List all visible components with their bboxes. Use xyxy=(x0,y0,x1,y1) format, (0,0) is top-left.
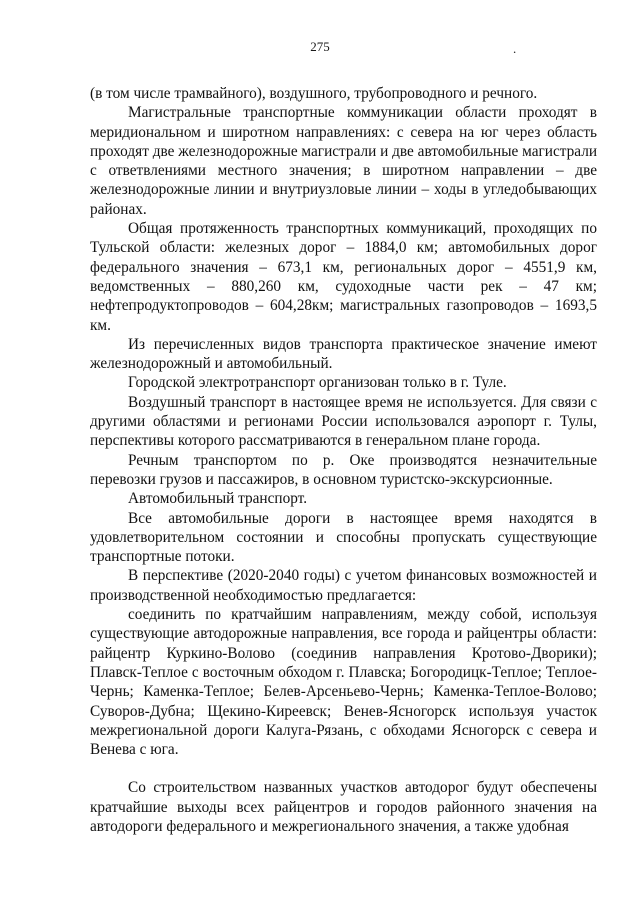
paragraph-perspective: В перспективе (2020-2040 годы) с учетом финансовых возможностей и производственной необходимостью предлагается: xyxy=(90,567,597,604)
paragraph-road-transport-heading: Автомобильный транспорт. xyxy=(128,490,308,508)
page-body xyxy=(90,84,597,836)
corner-mark: . xyxy=(513,41,517,56)
paragraph-continuation: (в том числе трамвайного), воздушного, трубопроводного и речного. xyxy=(90,85,538,102)
paragraph-practical-transport: Из перечисленных видов транспорта практическое значение имеют железнодорожный и автомобильный. xyxy=(90,335,597,373)
page-number: 275 xyxy=(310,39,330,54)
paragraph-connections-list: соединить по кратчайшим направлениям, между собой, используя существующие автодорожные направления, все города и райцентры области: райцентр Куркино-Волово (соединив направления Кротово-Дворики); Плавск-Теплое с восточным обходом г. Плавска; Богородицк-Теплое; Теплое-Чернь; Каменка-Теплое; Белев-Арсеньево-Чернь; Каменка-Теплое-Волово; Суворов-Дубна; Щекино-Киреевск; Венев-Ясногорск используя участок межрегиональной дороги Калуга-Рязань, с обходами Ясногорск с севера и Венева с юга. xyxy=(90,606,597,759)
paragraph-air-transport: Воздушный транспорт в настоящее время не используется. Для связи с другими областями и регионами России использовался аэропорт г. Тулы, перспективы которого рассматриваются в генеральном плане города. xyxy=(90,393,597,450)
paragraph-construction-result: Со строительством названных участков автодорог будут обеспечены кратчайшие выходы всех райцентров и городов районного значения на автодороги федерального и межрегионального значения, а также удобная xyxy=(90,779,597,835)
paragraph-main-routes: Магистральные транспортные коммуникации области проходят в меридиональном и широтном направлениях: с севера на юг через область проходят две железнодорожные магистрали и две автомобильные магистрали с ответвлениями местного значения; в широтном направлении – две железнодорожные линии и внутриузловые линии – ходы в угледобывающих районах. xyxy=(90,104,598,218)
paragraph-total-length: Общая протяженность транспортных коммуникаций, проходящих по Тульской области: железных дорог – 1884,0 км; автомобильных дорог федерального значения – 673,1 км, региональных дорог – 4551,9 км, ведомственных – 880,260 км, судоходные части рек – 47 км; нефтепродуктопроводов – 604,28км; магистральных газопроводов – 1693,5 км. xyxy=(90,220,597,334)
paragraph-road-condition: Все автомобильные дороги в настоящее время находятся в удовлетворительном состоянии и способны пропускать существующие транспортные потоки. xyxy=(90,509,597,566)
paragraph-electric-transport: Городской электротранспорт организован только в г. Туле. xyxy=(128,374,507,392)
paragraph-river-transport: Речным транспортом по р. Оке производятся незначительные перевозки грузов и пассажиров, в основном туристско-экскурсионные. xyxy=(90,451,597,488)
